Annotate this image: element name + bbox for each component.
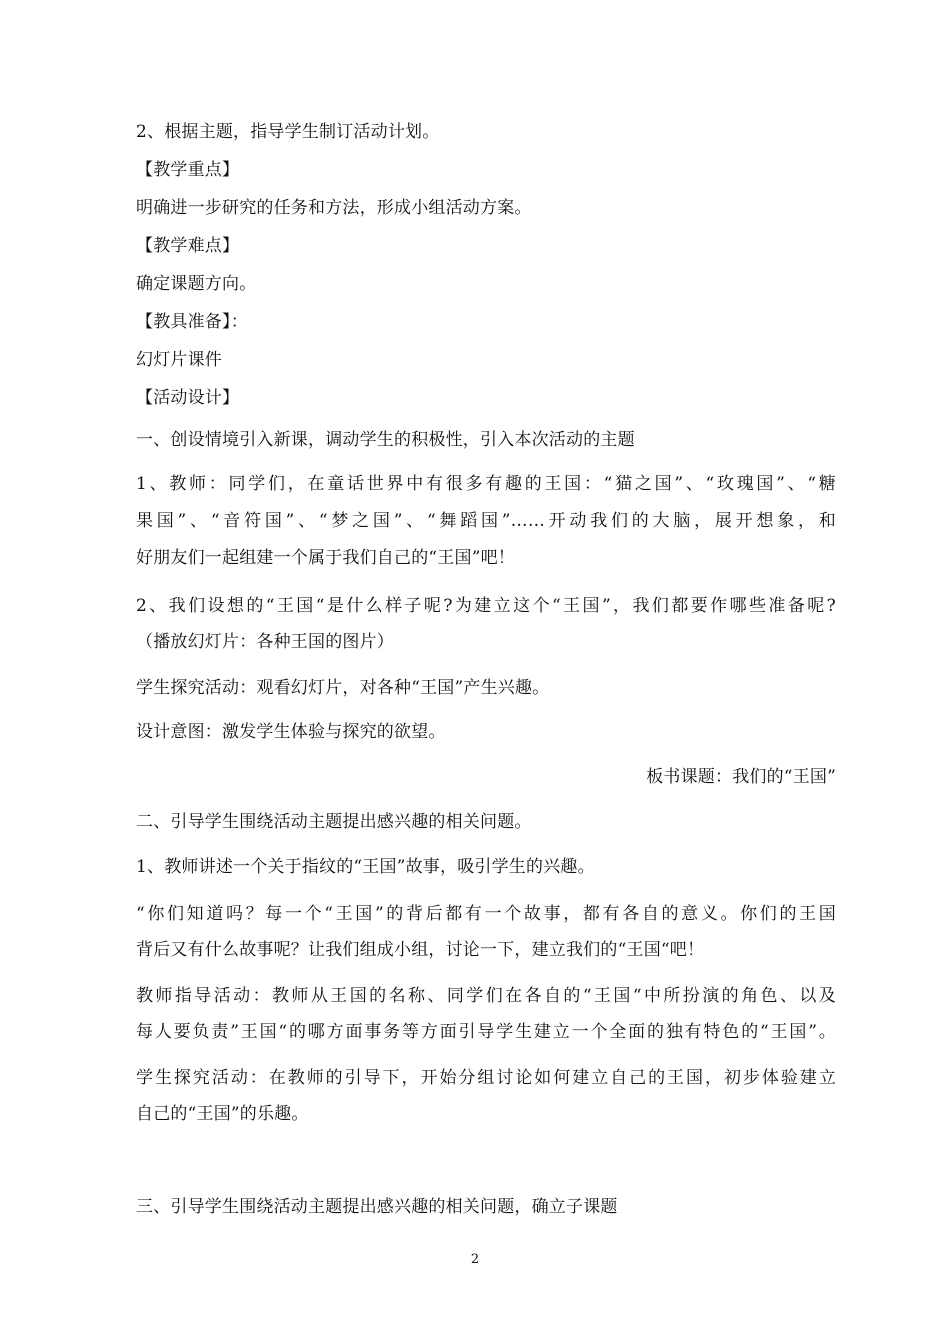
text-line: 明确进一步研究的任务和方法，形成小组活动方案。 [136, 198, 532, 218]
text-line: 设计意图：激发学生体验与探究的欲望。 [136, 722, 446, 742]
text-line: 二、引导学生围绕活动主题提出感兴趣的相关问题。 [136, 812, 532, 832]
text-line: 学生探究活动：在教师的引导下，开始分组讨论如何建立自己的王国，初步体验建立 [136, 1068, 836, 1088]
text-line: 一、创设情境引入新课，调动学生的积极性，引入本次活动的主题 [136, 430, 635, 450]
text-line: 每人要负责”王国“的哪方面事务等方面引导学生建立一个全面的独有特色的“王国”。 [136, 1022, 836, 1042]
text-line: （播放幻灯片：各种王国的图片） [136, 632, 394, 652]
text-line: 背后又有什么故事呢？让我们组成小组，讨论一下，建立我们的“王国“吧！ [136, 940, 705, 960]
text-line: 2、根据主题，指导学生制订活动计划。 [136, 122, 440, 142]
section-heading-difficulty: 【教学难点】 [136, 236, 240, 256]
text-line: 1、教师：同学们，在童话世界中有很多有趣的王国：“猫之国”、“玫瑰国”、“糖 [136, 474, 836, 494]
page-number: 2 [470, 1252, 480, 1267]
text-line: 2、我们设想的“王国“是什么样子呢?为建立这个“王国”，我们都要作哪些准备呢? [136, 596, 836, 616]
text-line: 果国”、“音符国”、“梦之国”、“舞蹈国”……开动我们的大脑，展开想象，和 [136, 511, 836, 531]
text-line: “你们知道吗？每一个“王国”的背后都有一个故事，都有各自的意义。你们的王国 [136, 904, 836, 924]
text-line: 好朋友们一起组建一个属于我们自己的“王国”吧！ [136, 548, 515, 568]
section-heading-materials: 【教具准备】： [136, 312, 248, 332]
text-line: 学生探究活动：观看幻灯片，对各种“王国”产生兴趣。 [136, 678, 550, 698]
text-line: 教师指导活动：教师从王国的名称、同学们在各自的“王国“中所扮演的角色、以及 [136, 986, 836, 1006]
text-line: 1、教师讲述一个关于指纹的“王国”故事，吸引学生的兴趣。 [136, 857, 595, 877]
text-line: 三、引导学生围绕活动主题提出感兴趣的相关问题，确立子课题 [136, 1197, 618, 1217]
board-title: 板书课题：我们的“王国” [646, 767, 836, 787]
section-heading-focus: 【教学重点】 [136, 160, 240, 180]
text-line: 幻灯片课件 [136, 350, 222, 370]
section-heading-activity-design: 【活动设计】 [136, 388, 240, 408]
text-line: 自己的“王国”的乐趣。 [136, 1104, 309, 1124]
text-line: 确定课题方向。 [136, 274, 257, 294]
